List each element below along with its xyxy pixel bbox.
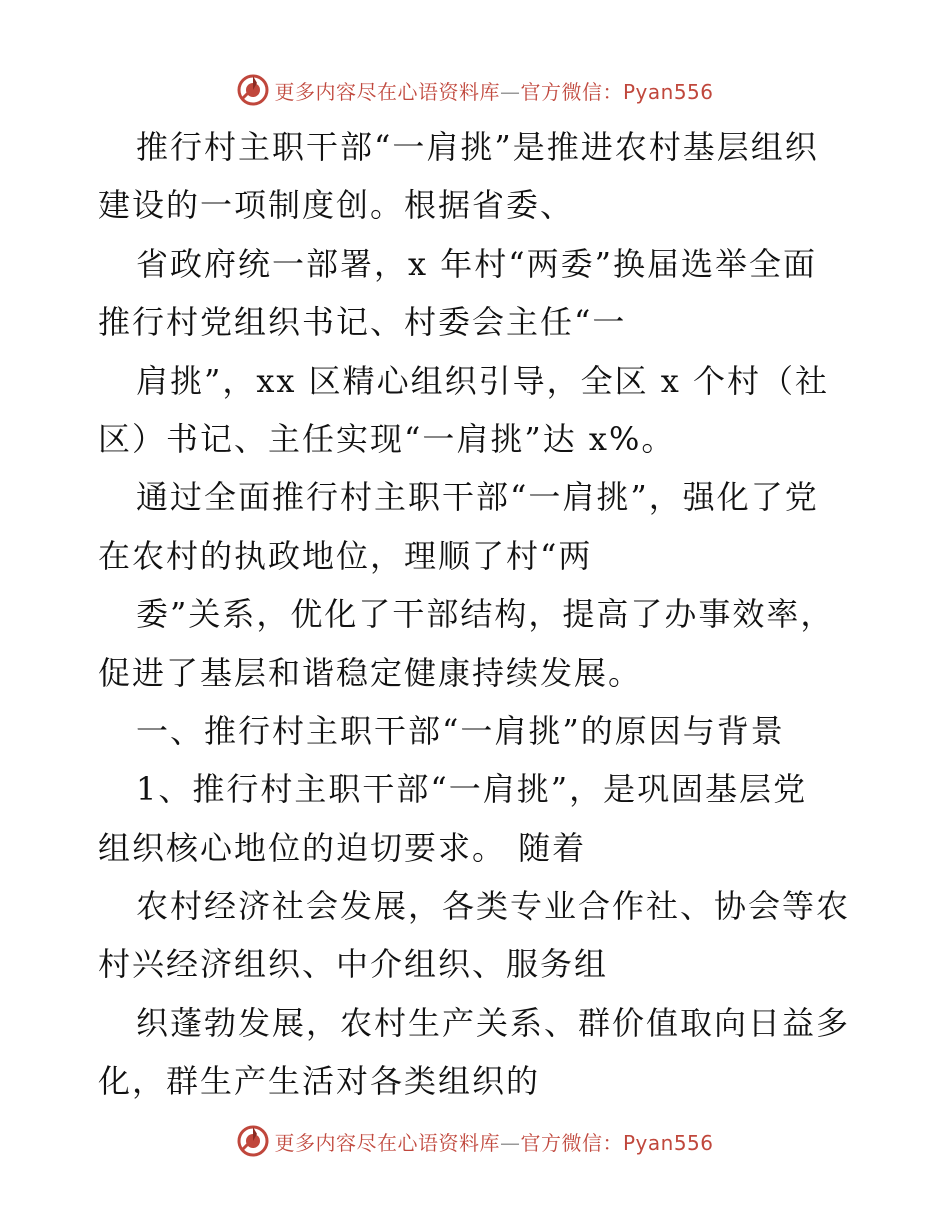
- text-line: 织蓬勃发展，农村生产关系、群价值取向日益多: [136, 1003, 851, 1042]
- text-line: 促进了基层和谐稳定健康持续发展。: [98, 653, 643, 692]
- banner-title: 更多内容尽在心语资料库: [274, 1130, 500, 1155]
- text-line: 通过全面推行村主职干部“一肩挑”，强化了党: [136, 478, 819, 517]
- text-line: 区）书记、主任实现“一肩挑”达 x%。: [98, 419, 676, 458]
- wechat-id: Pyan556: [622, 79, 714, 104]
- text-line: 推行村主职干部“一肩挑”是推进农村基层组织: [136, 128, 819, 166]
- text-line: 村兴经济组织、中介组织、服务组: [98, 945, 609, 984]
- text-line: 委”关系，优化了干部结构，提高了办事效率，: [136, 595, 835, 634]
- text-line: 肩挑”，xx 区精心组织引导，全区 x 个村（社: [136, 361, 830, 400]
- banner-separator: —: [499, 1130, 521, 1155]
- text-line: 建设的一项制度创。根据省委、: [98, 186, 575, 225]
- logo-icon: [236, 1124, 270, 1158]
- banner-title: 更多内容尽在心语资料库: [274, 79, 500, 104]
- text-line: 在农村的执政地位，理顺了村“两: [98, 536, 593, 575]
- footer-banner: [0, 1121, 950, 1161]
- section-heading: 一、推行村主职干部“一肩挑”的原因与背景: [136, 711, 785, 750]
- text-line: 农村经济社会发展，各类专业合作社、协会等农: [136, 887, 851, 926]
- wechat-label: 官方微信：: [520, 79, 623, 104]
- header-banner: [0, 70, 950, 110]
- wechat-id: Pyan556: [622, 1130, 714, 1155]
- text-line: 组织核心地位的迫切要求。 随着: [98, 828, 587, 867]
- banner-separator: —: [499, 79, 521, 104]
- text-line: 推行村党组织书记、村委会主任“一: [98, 303, 627, 342]
- text-line: 化，群生产生活对各类组织的: [98, 1062, 541, 1101]
- document-body: [98, 118, 858, 1111]
- logo-icon: [236, 73, 270, 107]
- wechat-label: 官方微信：: [520, 1130, 623, 1155]
- text-line: 省政府统一部署，x 年村“两委”换届选举全面: [136, 244, 817, 283]
- text-line: 1、推行村主职干部“一肩挑”，是巩固基层党: [136, 770, 808, 809]
